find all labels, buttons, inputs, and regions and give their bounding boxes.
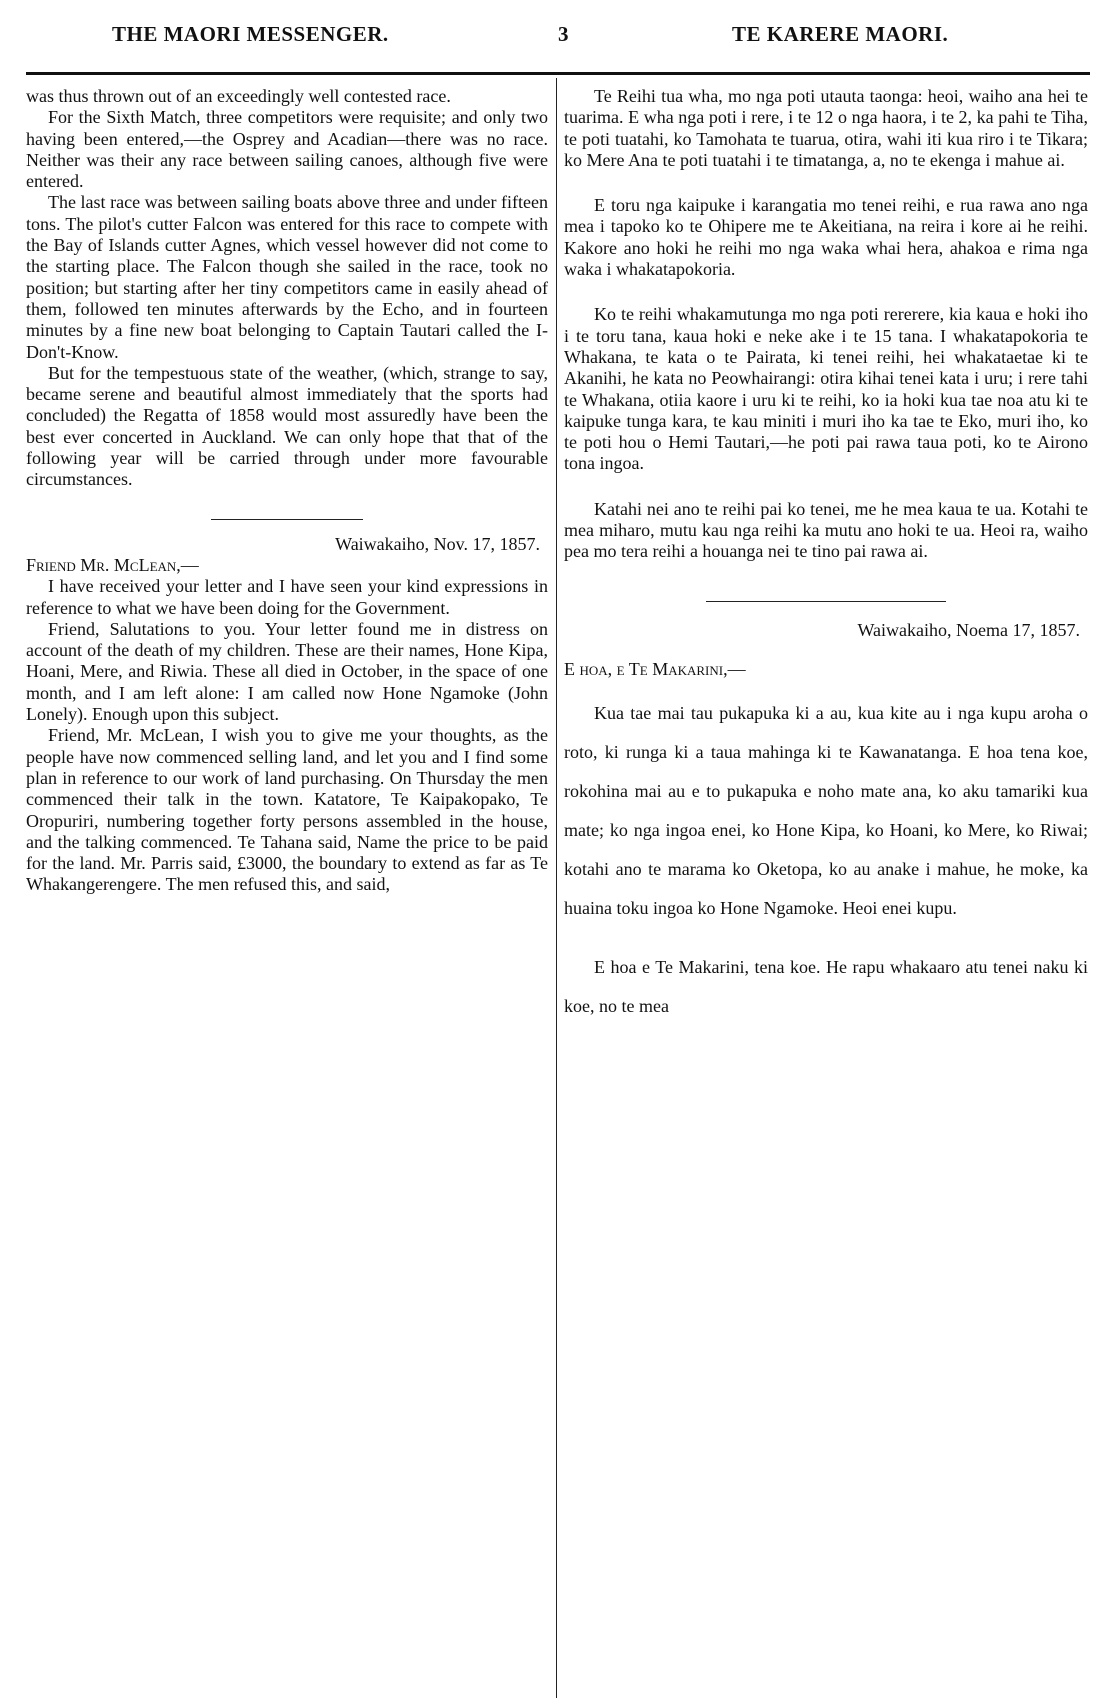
paragraph: For the Sixth Match, three competitors were requisite; and only two having been entered,—the Osprey and Acadian—there was no race. Neither was their any race between sailing canoes, although five were entered.: [26, 107, 548, 192]
section-separator: [211, 519, 363, 520]
paragraph: I have received your letter and I have seen your kind expressions in reference to what we have been doing for the Government.: [26, 576, 548, 618]
paragraph: But for the tempestuous state of the weather, (which, strange to say, became serene and beautiful almost immediately that the sports had concluded) the Regatta of 1858 would most assuredly have been the best ever concerted in Auckland. We can only hope that that of the following year will be carried through under more favourable circumstances.: [26, 362, 548, 490]
letter-dateline: Waiwakaiho, Noema 17, 1857.: [857, 619, 1080, 640]
paragraph: Katahi nei ano te reihi pai ko tenei, me he mea kaua te ua. Kotahi te mea miharo, mutu kau nga reihi ka mutu ano hoki te ua. Heoi ra, waiho pea mo tera reihi a houanga nei te tino pai rawa ai.: [564, 498, 1088, 562]
paragraph: Kua tae mai tau pukapuka ki a au, kua kite au i nga kupu aroha o roto, ki runga ki a taua mahinga ki te Kawanatanga. E hoa tena koe, rokohina mai au e to pukapuka e noho mate ana, ko aku tamariki kua mate; ko nga ingoa enei, ko Hone Kipa, ko Hoani, ko Mere, ko Riwai; kotahi ano te marama ko Oketopa, ko au anake i mahue, he moke, ka huaina toku ingoa ko Hone Ngamoke. Heoi enei kupu.: [564, 703, 1088, 919]
right-column: [564, 86, 1088, 1026]
column-divider: [556, 78, 557, 1698]
page-header: [28, 16, 1088, 50]
paragraph: Friend, Salutations to you. Your letter found me in distress on account of the death of my children. These are their names, Hone Kipa, Hoani, Mere, and Riwia. These all died in October, in the space of one month, and I am left alone: I am called now Hone Ngamoke (John Lonely). Enough upon this subject.: [26, 618, 548, 725]
paragraph: was thus thrown out of an exceedingly well contested race.: [26, 86, 451, 106]
left-column: [26, 86, 548, 896]
header-rule: [26, 72, 1090, 75]
paragraph: The last race was between sailing boats above three and under fifteen tons. The pilot's cutter Falcon was entered for this race to compete with the Bay of Islands cutter Agnes, which vessel however did not come to the starting place. The Falcon though she sailed in the race, took no position; but starting after her tiny competitors came in easily ahead of them, followed ten minutes afterwards by the Echo, and in fourteen minutes by a fine new boat belonging to Captain Tautari called the I-Don't-Know.: [26, 192, 548, 362]
paragraph: E toru nga kaipuke i karangatia mo tenei reihi, e rua rawa ano nga mea i tapoko ko te Ohipere me te Akeitiana, na reira i kore ai he reihi. Kakore ano hoki he reihi mo nga waka whai hera, ahakoa e rima nga waka i whakatapokoria.: [564, 195, 1088, 280]
letter-salutation: E hoa, e Te Makarini,—: [564, 658, 746, 679]
masthead-english: THE MAORI MESSENGER.: [112, 22, 389, 46]
page-number: 3: [558, 22, 569, 46]
masthead-maori: TE KARERE MAORI.: [732, 22, 949, 46]
paragraph: Friend, Mr. McLean, I wish you to give me your thoughts, as the people have now commenced selling land, and let you and I find some plan in reference to our work of land purchasing. On Thursday the men commenced their talk in the town. Katatore, Te Kaipakopako, Te Oropuriri, numbering together forty persons assembled in the house, and the talking commenced. Te Tahana said, Name the price to be paid for the land. Mr. Parris said, £3000, the boundary to extend as far as Te Whakangerengere. The men refused this, and said,: [26, 725, 548, 895]
paragraph: E hoa e Te Makarini, tena koe. He rapu whakaaro atu tenei naku ki koe, no te mea: [564, 957, 1088, 1017]
paragraph: Ko te reihi whakamutunga mo nga poti rererere, kia kaua e hoki iho i te toru tana, kaua hoki e neke ake i te 15 tana. I whakatapokoria te Whakana, te kata o te Pairata, ki tenei reihi, hei whakataetae ki te Akanihi, he kata no Peowhairangi: otira kihai tenei kata i uru; i rere tahi te Whakana, otiia kaore i uru ki te reihi, ko ia hoki kua tae noa atu ki te kaipuke tunga kara, te kau miniti i muri iho ka tae te Eko, muri iho, ko te poti hou o Hemi Tautari,—he poti pai rawa taua poti, ko te Airono tona ingoa.: [564, 304, 1088, 474]
letter-dateline: Waiwakaiho, Nov. 17, 1857.: [335, 533, 540, 554]
section-separator: [706, 601, 946, 602]
letter-salutation: Friend Mr. McLean,—: [26, 554, 199, 575]
paragraph: Te Reihi tua wha, mo nga poti utauta taonga: heoi, waiho ana hei te tuarima. E wha nga poti i rere, i te 12 o nga haora, i te 2, ka pahi te Tiha, te poti tuatahi, ko Tamohata te tuarua, otira, wahi iti kua riro i te Tikara; ko Mere Ana te poti tuatahi i te timatanga, a, no te ekenga i mahue ai.: [564, 86, 1088, 170]
